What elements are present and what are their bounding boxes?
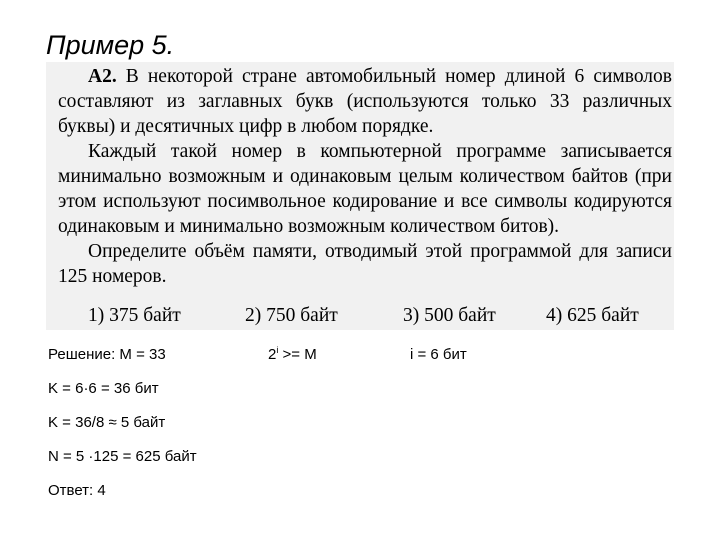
answer-option-4: 4) 625 байт bbox=[546, 305, 639, 326]
solution-line-2: K = 6·6 = 36 бит bbox=[48, 380, 159, 397]
slide-title: Пример 5. bbox=[46, 30, 175, 60]
problem-paragraph-2: Каждый такой номер в компьютерной программе записывается минимально возможным и одинаковым целым количеством байтов (при этом используют посимвольное кодирование и все символы кодируются одинаковым и минимально возможным количеством битов). bbox=[58, 141, 672, 237]
formula-exponent: i bbox=[276, 345, 279, 355]
problem-text bbox=[58, 64, 672, 289]
solution-line-1b bbox=[268, 346, 317, 363]
solution-answer: Ответ: 4 bbox=[48, 482, 106, 499]
answer-option-3: 3) 500 байт bbox=[403, 305, 496, 326]
problem-paragraph-1-text: В некоторой стране автомобильный номер длиной 6 символов составляют из заглавных букв (используются только 33 различных буквы) и десятичных цифр в любом порядке. bbox=[58, 66, 672, 137]
formula-rest: >= M bbox=[278, 346, 317, 363]
solution-line-1a: Решение: М = 33 bbox=[48, 346, 166, 363]
answer-option-2: 2) 750 байт bbox=[245, 305, 338, 326]
formula-base: 2 bbox=[268, 346, 277, 363]
solution-line-3: K = 36/8 ≈ 5 байт bbox=[48, 414, 166, 431]
answer-options bbox=[0, 305, 720, 331]
answer-option-1: 1) 375 байт bbox=[88, 305, 181, 326]
solution-line-4: N = 5 ·125 = 625 байт bbox=[48, 448, 197, 465]
problem-paragraph-3: Определите объём памяти, отводимый этой программой для записи 125 номеров. bbox=[58, 241, 672, 287]
problem-paragraph-1 bbox=[58, 64, 672, 139]
solution-line-1c: i = 6 бит bbox=[410, 346, 467, 363]
problem-label: А2. bbox=[88, 66, 117, 87]
